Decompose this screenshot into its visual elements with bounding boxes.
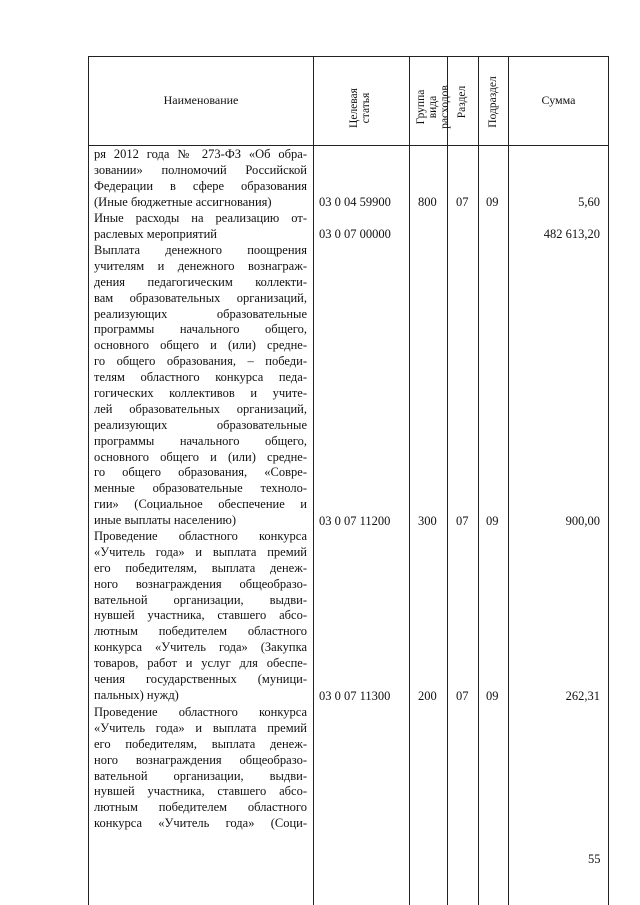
row-3-line: программы начального общего, [94, 433, 307, 448]
header-section [456, 57, 470, 147]
row-4-line: вательной организации, выдви- [94, 592, 307, 607]
header-target-text: Целевая статья [348, 88, 372, 128]
col-divider-target [313, 56, 314, 905]
row-4-line: лютным победителем областного [94, 624, 307, 639]
col-divider-sum [508, 56, 509, 905]
col-divider-group [409, 56, 410, 905]
row-3-group: 300 [418, 514, 437, 528]
row-4-line: товаров, работ и услуг для обеспе- [94, 656, 307, 671]
row-3-line: лей образовательных организаций, [94, 401, 307, 416]
header-subsection-text: Подраздел [487, 76, 499, 128]
row-4-line: ного вознаграждения общеобразо- [94, 576, 307, 591]
row-3-line: основного общего и (или) средне- [94, 449, 307, 464]
row-1-sum: 5,60 [578, 195, 600, 209]
row-3-line: программы начального общего, [94, 322, 307, 337]
row-4-line: его победителям, выплата денеж- [94, 560, 307, 575]
row-3-target: 03 0 07 11200 [319, 514, 391, 528]
row-1-line: ря 2012 года № 273-ФЗ «Об обра- [94, 147, 307, 161]
row-3-line: вам образовательных организаций, [94, 290, 307, 305]
col-divider-subsection [478, 56, 479, 905]
row-5-line: ного вознаграждения общеобразо- [94, 752, 307, 767]
row-3-subsection: 09 [486, 514, 499, 528]
row-2-line: раслевых мероприятий [94, 226, 217, 241]
row-3-line: гии» (Социальное обеспечение и [94, 497, 307, 512]
row-2-target: 03 0 07 00000 [319, 227, 391, 241]
row-4-line: нувшей участника, ставшего абсо- [94, 608, 307, 623]
header-section-text: Раздел [456, 85, 468, 119]
page-number: 55 [588, 852, 601, 866]
col-divider-section [447, 56, 448, 905]
row-3-section: 07 [456, 514, 469, 528]
row-4-subsection: 09 [486, 689, 499, 703]
col-divider-left [88, 56, 89, 905]
row-1-name [94, 147, 307, 211]
row-4-sum: 262,31 [565, 689, 600, 703]
row-2-sum: 482 613,20 [543, 227, 600, 241]
row-5-line: его победителям, выплата денеж- [94, 736, 307, 751]
row-3-line: Выплата денежного поощрения [94, 243, 307, 257]
row-4-line: чения государственных (муници- [94, 672, 307, 687]
row-1-line: зовании» полномочий Российской [94, 162, 307, 177]
row-3-line: реализующих образовательные [94, 417, 307, 432]
row-4-section: 07 [456, 689, 469, 703]
row-1-section: 07 [456, 195, 469, 209]
row-1-group: 800 [418, 195, 437, 209]
row-4-name [94, 529, 307, 704]
row-1-line: (Иные бюджетные ассигнования) [94, 194, 272, 209]
header-sum: Сумма [541, 93, 576, 107]
row-5-line: вательной организации, выдви- [94, 768, 307, 783]
header-group-text: Группа вида расходов [415, 85, 451, 129]
header-group [415, 62, 451, 152]
row-4-group: 200 [418, 689, 437, 703]
header-subsection [487, 57, 501, 147]
row-3-line: дения педагогическим коллекти- [94, 274, 307, 289]
row-3-line: го общего образования, – победи- [94, 354, 307, 369]
row-3-line: телям областного конкурса педа- [94, 370, 307, 385]
row-4-line: конкурса «Учитель года» (Закупка [94, 640, 307, 655]
row-3-line: гогических коллективов и учите- [94, 386, 307, 401]
row-4-target: 03 0 07 11300 [319, 689, 391, 703]
row-3-line: менные образовательные техноло- [94, 481, 307, 496]
row-5-line: нувшей участника, ставшего абсо- [94, 784, 307, 799]
row-4-line: Проведение областного конкурса [94, 529, 307, 543]
table-top-border [88, 56, 609, 57]
row-2-line: Иные расходы на реализацию от- [94, 211, 307, 225]
row-3-sum: 900,00 [565, 514, 600, 528]
row-1-line: Федерации в сфере образования [94, 178, 307, 193]
row-3-line: учителям и денежного вознаграж- [94, 258, 307, 273]
row-4-line: «Учитель года» и выплата премий [94, 544, 307, 559]
row-5-name [94, 705, 307, 832]
col-divider-right [608, 56, 609, 905]
row-1-target: 03 0 04 59900 [319, 195, 391, 209]
header-target [348, 63, 374, 153]
row-5-line: «Учитель года» и выплата премий [94, 720, 307, 735]
row-5-line: Проведение областного конкурса [94, 705, 307, 719]
row-4-line: пальных) нужд) [94, 687, 179, 702]
row-3-line: основного общего и (или) средне- [94, 338, 307, 353]
row-3-line: го общего образования, «Совре- [94, 465, 307, 480]
row-5-line: лютным победителем областного [94, 800, 307, 815]
row-3-name [94, 243, 307, 529]
header-name: Наименование [163, 93, 239, 107]
row-5-line: конкурса «Учитель года» (Соци- [94, 816, 307, 831]
row-3-line: иные выплаты населению) [94, 513, 237, 528]
row-3-line: реализующих образовательные [94, 306, 307, 321]
row-1-subsection: 09 [486, 195, 499, 209]
row-2-name [94, 211, 307, 243]
